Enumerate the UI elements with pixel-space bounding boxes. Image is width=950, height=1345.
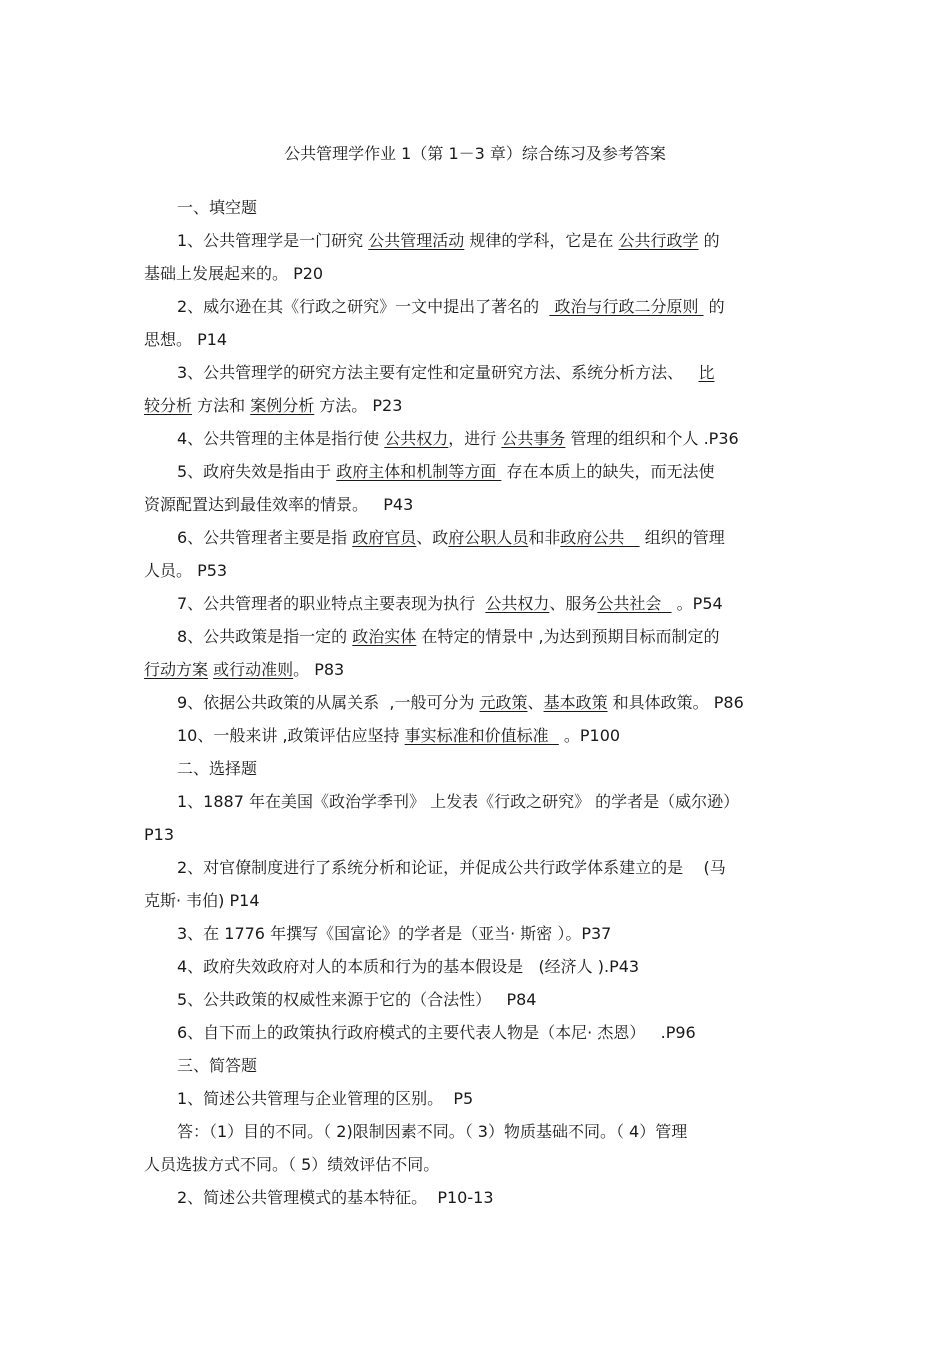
answer-blank: 公共行政学 xyxy=(618,231,699,250)
text-segment: 组织的管理 xyxy=(639,528,725,547)
text-line xyxy=(144,1148,806,1181)
text-line xyxy=(144,389,806,422)
text-segment: 5、公共政策的权威性来源于它的（合法性） P84 xyxy=(177,990,537,1009)
answer-blank: 事实标准和价值标准 xyxy=(404,726,559,745)
text-segment: 、政 xyxy=(416,528,449,547)
text-segment: 的 xyxy=(703,297,725,316)
text-segment: 。 P83 xyxy=(293,660,345,679)
answer-blank: 较分析 xyxy=(144,396,193,415)
text-line xyxy=(144,785,806,818)
text-segment: 和非 xyxy=(528,528,561,547)
text-segment: 规律的学科，它是在 xyxy=(464,231,619,250)
text-line xyxy=(144,686,806,719)
text-segment: 2、简述公共管理模式的基本特征。 P10-13 xyxy=(177,1188,494,1207)
answer-blank: 元政策 xyxy=(479,693,528,712)
text-line xyxy=(144,1115,806,1148)
text-line xyxy=(144,554,806,587)
text-line xyxy=(144,917,806,950)
document-title: 公共管理学作业 1（第 1－3 章）综合练习及参考答案 xyxy=(284,144,666,163)
text-line xyxy=(144,257,806,290)
text-segment: 1、公共管理学是一门研究 xyxy=(177,231,369,250)
text-segment: 3、公共管理学的研究方法主要有定性和定量研究方法、系统分析方法、 xyxy=(177,363,699,382)
text-line xyxy=(144,422,806,455)
text-segment: 1、简述公共管理与企业管理的区别。 P5 xyxy=(177,1089,474,1108)
text-line xyxy=(144,950,806,983)
text-line xyxy=(144,356,806,389)
text-line xyxy=(144,620,806,653)
text-segment: 10、一般来讲 ,政策评估应坚持 xyxy=(177,726,405,745)
answer-blank: 公共事务 xyxy=(501,429,566,448)
text-segment: 7、公共管理者的职业特点主要表现为执行 xyxy=(177,594,486,613)
answer-blank: 政府官员 xyxy=(352,528,417,547)
text-segment: 5、政府失效是指由于 xyxy=(177,462,337,481)
text-segment: 人员选拔方式不同。（ 5）绩效评估不同。 xyxy=(144,1155,440,1174)
text-line xyxy=(144,851,806,884)
text-segment: 、 xyxy=(527,693,544,712)
text-segment: 。P54 xyxy=(671,594,723,613)
answer-blank: 比 xyxy=(698,363,715,382)
text-line xyxy=(144,587,806,620)
text-segment: 方法。 P23 xyxy=(314,396,403,415)
answer-blank: 或行动准则 xyxy=(213,660,294,679)
text-line xyxy=(144,224,806,257)
answer-blank: 基本政策 xyxy=(543,693,608,712)
text-segment: 一、填空题 xyxy=(177,198,258,217)
text-segment: 人员。 P53 xyxy=(144,561,228,580)
text-line xyxy=(144,653,806,686)
text-segment: 方法和 xyxy=(192,396,251,415)
text-segment: 8、公共政策是指一定的 xyxy=(177,627,353,646)
text-line xyxy=(144,455,806,488)
text-segment: 4、政府失效政府对人的本质和行为的基本假设是 (经济人 ).P43 xyxy=(177,957,640,976)
text-line xyxy=(144,1082,806,1115)
text-segment: 三、简答题 xyxy=(177,1056,258,1075)
text-segment: 在特定的情景中 ,为达到预期目标而制定的 xyxy=(416,627,720,646)
text-line xyxy=(144,1049,806,1082)
text-segment: 、服务 xyxy=(549,594,598,613)
text-line xyxy=(144,719,806,752)
text-line xyxy=(144,323,806,356)
answer-blank: 公共社会 xyxy=(597,594,672,613)
text-segment: 答：（1）目的不同。（ 2)限制因素不同。（ 3）物质基础不同。（ 4）管理 xyxy=(177,1122,688,1141)
text-segment: P13 xyxy=(144,825,175,844)
answer-blank: 府公职人员 xyxy=(448,528,529,547)
text-line xyxy=(144,521,806,554)
text-segment: 2、威尔逊在其《行政之研究》一文中提出了著名的 xyxy=(177,297,550,316)
answer-blank: 政府主体和机制等方面 xyxy=(336,462,502,481)
answer-blank: 政府公共 xyxy=(560,528,640,547)
answer-blank: 案例分析 xyxy=(250,396,315,415)
text-segment: ，进行 xyxy=(448,429,502,448)
text-segment: 6、公共管理者主要是指 xyxy=(177,528,353,547)
text-line xyxy=(144,488,806,521)
text-segment: 9、依据公共政策的从属关系 ,一般可分为 xyxy=(177,693,480,712)
answer-blank: 公共权力 xyxy=(384,429,449,448)
text-line xyxy=(144,290,806,323)
answer-blank: 公共管理活动 xyxy=(368,231,465,250)
text-segment: 克斯· 韦伯) P14 xyxy=(144,891,260,910)
text-line xyxy=(144,1016,806,1049)
text-segment: 思想。 P14 xyxy=(144,330,228,349)
text-segment: 和具体政策。 P86 xyxy=(607,693,744,712)
text-segment: 6、自下而上的政策执行政府模式的主要代表人物是（本尼· 杰恩） .P96 xyxy=(177,1023,696,1042)
answer-blank: 政治实体 xyxy=(352,627,417,646)
text-segment: 基础上发展起来的。 P20 xyxy=(144,264,324,283)
answer-blank: 公共权力 xyxy=(485,594,550,613)
text-line xyxy=(144,1181,806,1214)
text-segment: 。P100 xyxy=(558,726,621,745)
text-line xyxy=(144,818,806,851)
text-segment: 3、在 1776 年撰写《国富论》的学者是（亚当· 斯密 ）。P37 xyxy=(177,924,612,943)
text-segment: 1、1887 年在美国《政治学季刊》 上发表《行政之研究》 的学者是（威尔逊） xyxy=(177,792,740,811)
text-segment: 存在本质上的缺失，而无法使 xyxy=(501,462,715,481)
text-line xyxy=(144,191,806,224)
answer-blank: 行动方案 xyxy=(144,660,209,679)
text-segment: 2、对官僚制度进行了系统分析和论证，并促成公共行政学体系建立的是 (马 xyxy=(177,858,726,877)
text-segment: 的 xyxy=(698,231,720,250)
text-line xyxy=(144,884,806,917)
text-segment: 二、选择题 xyxy=(177,759,258,778)
document-body xyxy=(144,191,806,1214)
text-segment: 管理的组织和个人 .P36 xyxy=(565,429,739,448)
text-segment: 资源配置达到最佳效率的情景。 P43 xyxy=(144,495,414,514)
answer-blank: 政治与行政二分原则 xyxy=(549,297,704,316)
text-line xyxy=(144,983,806,1016)
text-segment: 4、公共管理的主体是指行使 xyxy=(177,429,385,448)
text-line xyxy=(144,752,806,785)
